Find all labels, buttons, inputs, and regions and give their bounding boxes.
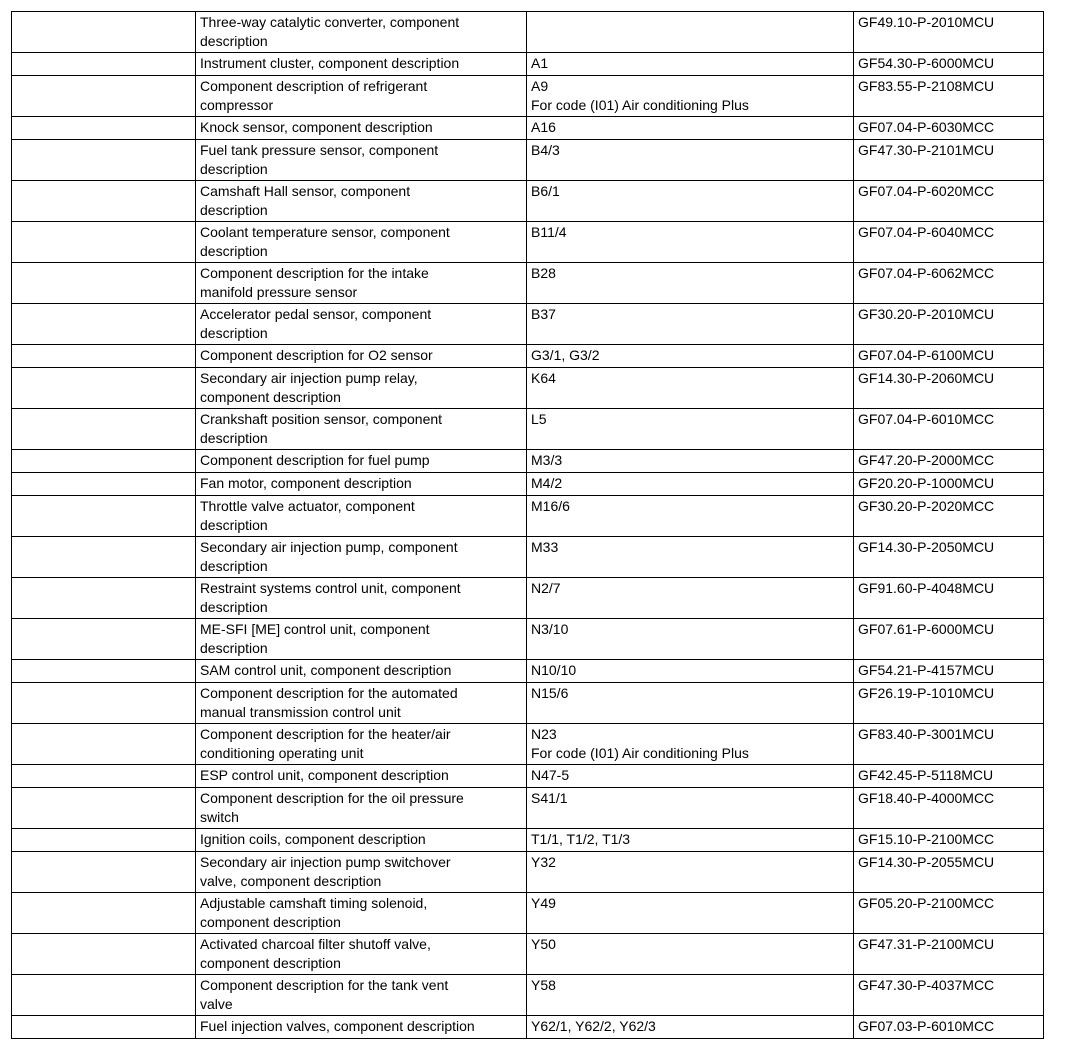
document-reference-link[interactable]: GF83.55-P-2108MCU xyxy=(858,78,995,94)
document-reference-cell xyxy=(854,578,1044,619)
component-code-cell xyxy=(527,473,854,496)
document-reference-link[interactable]: GF42.45-P-5118MCU xyxy=(858,767,994,783)
component-description-line: description xyxy=(200,324,268,341)
row-blank-cell xyxy=(12,473,196,496)
component-code-cell xyxy=(527,724,854,765)
component-code-cell xyxy=(527,222,854,263)
document-reference-link[interactable]: GF14.30-P-2055MCU xyxy=(858,854,995,870)
component-description-line: description xyxy=(200,201,268,218)
component-description-line: Knock sensor, component description xyxy=(200,119,433,135)
row-blank-cell xyxy=(12,409,196,450)
component-description-line: description xyxy=(200,429,268,446)
component-description-cell xyxy=(196,852,527,893)
row-blank-cell xyxy=(12,496,196,537)
component-description-cell xyxy=(196,181,527,222)
document-reference-link[interactable]: GF14.30-P-2050MCU xyxy=(858,539,995,555)
component-description-cell xyxy=(196,1016,527,1039)
row-blank-cell xyxy=(12,1016,196,1039)
row-blank-cell xyxy=(12,450,196,473)
component-code-line: Y58 xyxy=(531,977,556,993)
component-description-line: manual transmission control unit xyxy=(200,703,401,720)
row-blank-cell xyxy=(12,263,196,304)
document-reference-cell xyxy=(854,222,1044,263)
document-reference-link[interactable]: GF07.04-P-6100MCU xyxy=(858,347,995,363)
component-code-cell xyxy=(527,975,854,1016)
component-description-line: Restraint systems control unit, component xyxy=(200,580,461,596)
document-reference-cell xyxy=(854,409,1044,450)
component-code-line: N2/7 xyxy=(531,580,561,596)
document-reference-link[interactable]: GF20.20-P-1000MCU xyxy=(858,475,995,491)
component-code-cell xyxy=(527,263,854,304)
component-code-line: B28 xyxy=(531,265,556,281)
component-description-line: Accelerator pedal sensor, component xyxy=(200,306,432,322)
document-reference-cell xyxy=(854,140,1044,181)
document-reference-cell xyxy=(854,12,1044,53)
component-description-line: compressor xyxy=(200,96,274,113)
component-description-line: Ignition coils, component description xyxy=(200,831,426,847)
component-code-line: M4/2 xyxy=(531,475,563,491)
document-reference-cell xyxy=(854,304,1044,345)
document-reference-cell xyxy=(854,181,1044,222)
component-description-cell xyxy=(196,450,527,473)
document-reference-cell xyxy=(854,537,1044,578)
component-code-line: Y49 xyxy=(531,895,556,911)
component-description-cell xyxy=(196,12,527,53)
component-description-line: Adjustable camshaft timing solenoid, xyxy=(200,895,428,911)
component-code-cell xyxy=(527,368,854,409)
component-code-line: Y32 xyxy=(531,854,556,870)
component-description-cell xyxy=(196,934,527,975)
component-description-cell xyxy=(196,788,527,829)
component-description-cell xyxy=(196,53,527,76)
table-row xyxy=(12,181,1044,222)
row-blank-cell xyxy=(12,893,196,934)
component-description-line: valve, component description xyxy=(200,872,382,889)
component-code-cell xyxy=(527,181,854,222)
table-row xyxy=(12,1016,1044,1039)
component-code-line: A16 xyxy=(531,119,556,135)
row-blank-cell xyxy=(12,304,196,345)
component-description-line: ME-SFI [ME] control unit, component xyxy=(200,621,430,637)
table-row xyxy=(12,683,1044,724)
component-code-line: G3/1, G3/2 xyxy=(531,347,600,363)
table-row xyxy=(12,829,1044,852)
document-reference-cell xyxy=(854,829,1044,852)
component-description-line: ESP control unit, component description xyxy=(200,767,449,783)
component-code-cell xyxy=(527,537,854,578)
table-row xyxy=(12,409,1044,450)
document-reference-cell xyxy=(854,893,1044,934)
document-reference-link[interactable]: GF47.31-P-2100MCU xyxy=(858,936,995,952)
table-row xyxy=(12,450,1044,473)
component-description-cell xyxy=(196,578,527,619)
component-description-line: description xyxy=(200,557,268,574)
row-blank-cell xyxy=(12,683,196,724)
table-row xyxy=(12,140,1044,181)
component-description-line: Camshaft Hall sensor, component xyxy=(200,183,411,199)
document-reference-cell xyxy=(854,934,1044,975)
component-code-cell xyxy=(527,578,854,619)
document-reference-link[interactable]: GF54.30-P-6000MCU xyxy=(858,55,995,71)
row-blank-cell xyxy=(12,537,196,578)
document-reference-cell xyxy=(854,660,1044,683)
component-description-cell xyxy=(196,660,527,683)
table-row xyxy=(12,304,1044,345)
document-reference-cell xyxy=(854,117,1044,140)
component-description-line: Component description of refrigerant xyxy=(200,78,428,94)
component-description-cell xyxy=(196,117,527,140)
component-description-cell xyxy=(196,619,527,660)
component-code-cell xyxy=(527,765,854,788)
row-blank-cell xyxy=(12,619,196,660)
document-reference-cell xyxy=(854,975,1044,1016)
document-reference-cell xyxy=(854,263,1044,304)
component-description-cell xyxy=(196,537,527,578)
component-description-cell xyxy=(196,496,527,537)
row-blank-cell xyxy=(12,660,196,683)
table-row xyxy=(12,852,1044,893)
row-blank-cell xyxy=(12,852,196,893)
component-description-line: Component description for the heater/air xyxy=(200,726,451,742)
row-blank-cell xyxy=(12,222,196,263)
table-row xyxy=(12,263,1044,304)
component-code-line: N23 xyxy=(531,726,557,742)
document-reference-link[interactable]: GF47.30-P-2101MCU xyxy=(858,142,995,158)
row-blank-cell xyxy=(12,829,196,852)
table-row xyxy=(12,660,1044,683)
table-row xyxy=(12,893,1044,934)
document-reference-link[interactable]: GF83.40-P-3001MCU xyxy=(858,726,995,742)
document-reference-link[interactable]: GF05.20-P-2100MCC xyxy=(858,895,995,911)
row-blank-cell xyxy=(12,368,196,409)
component-description-cell xyxy=(196,368,527,409)
document-reference-link[interactable]: GF26.19-P-1010MCU xyxy=(858,685,995,701)
component-description-line: Coolant temperature sensor, component xyxy=(200,224,450,240)
row-blank-cell xyxy=(12,181,196,222)
component-code-line: L5 xyxy=(531,411,547,427)
component-description-cell xyxy=(196,345,527,368)
component-description-line: Throttle valve actuator, component xyxy=(200,498,415,514)
row-blank-cell xyxy=(12,12,196,53)
row-blank-cell xyxy=(12,345,196,368)
document-reference-cell xyxy=(854,619,1044,660)
component-description-line: Component description for O2 sensor xyxy=(200,347,433,363)
table-row xyxy=(12,934,1044,975)
document-reference-cell xyxy=(854,683,1044,724)
table-row xyxy=(12,76,1044,117)
component-description-line: conditioning operating unit xyxy=(200,744,364,761)
component-code-cell xyxy=(527,934,854,975)
component-code-cell xyxy=(527,12,854,53)
component-description-line: description xyxy=(200,160,268,177)
component-description-line: Instrument cluster, component description xyxy=(200,55,460,71)
component-code-cell xyxy=(527,140,854,181)
document-reference-cell xyxy=(854,724,1044,765)
component-description-line: Fuel injection valves, component description xyxy=(200,1018,475,1034)
document-reference-link[interactable]: GF14.30-P-2060MCU xyxy=(858,370,995,386)
component-description-cell xyxy=(196,222,527,263)
row-blank-cell xyxy=(12,140,196,181)
table-row xyxy=(12,117,1044,140)
table-row xyxy=(12,368,1044,409)
component-description-line: SAM control unit, component description xyxy=(200,662,452,678)
component-code-line: M16/6 xyxy=(531,498,570,514)
document-reference-cell xyxy=(854,496,1044,537)
component-description-line: Secondary air injection pump switchover xyxy=(200,854,451,870)
document-reference-cell xyxy=(854,76,1044,117)
component-description-line: Fuel tank pressure sensor, component xyxy=(200,142,439,158)
component-description-line: Crankshaft position sensor, component xyxy=(200,411,443,427)
document-reference-link[interactable]: GF30.20-P-2020MCC xyxy=(858,498,995,514)
document-reference-link[interactable]: GF07.04-P-6040MCC xyxy=(858,224,995,240)
document-reference-link[interactable]: GF47.20-P-2000MCC xyxy=(858,452,995,468)
component-code-cell xyxy=(527,788,854,829)
component-code-cell xyxy=(527,829,854,852)
component-description-line: Component description for fuel pump xyxy=(200,452,430,468)
component-description-line: Secondary air injection pump, component xyxy=(200,539,458,555)
component-description-line: Three-way catalytic converter, component xyxy=(200,14,460,30)
table-row xyxy=(12,788,1044,829)
component-code-cell xyxy=(527,496,854,537)
component-description-cell xyxy=(196,765,527,788)
component-description-line: manifold pressure sensor xyxy=(200,283,358,300)
document-reference-cell xyxy=(854,53,1044,76)
document-reference-link[interactable]: GF47.30-P-4037MCC xyxy=(858,977,995,993)
component-code-cell xyxy=(527,53,854,76)
component-description-line: component description xyxy=(200,388,341,405)
component-code-line: N47-5 xyxy=(531,767,570,783)
component-description-line: Secondary air injection pump relay, xyxy=(200,370,418,386)
table-row xyxy=(12,53,1044,76)
table-row xyxy=(12,537,1044,578)
document-reference-link[interactable]: GF91.60-P-4048MCU xyxy=(858,580,995,596)
document-reference-cell xyxy=(854,473,1044,496)
component-code-cell xyxy=(527,893,854,934)
component-code-cell xyxy=(527,619,854,660)
component-code-line: B4/3 xyxy=(531,142,560,158)
document-reference-link[interactable]: GF15.10-P-2100MCC xyxy=(858,831,995,847)
document-reference-link[interactable]: GF07.04-P-6062MCC xyxy=(858,265,995,281)
table-row xyxy=(12,975,1044,1016)
document-reference-cell xyxy=(854,788,1044,829)
component-code-cell xyxy=(527,304,854,345)
component-description-line: Component description for the automated xyxy=(200,685,458,701)
component-code-line: N3/10 xyxy=(531,621,569,637)
component-description-cell xyxy=(196,140,527,181)
component-description-line: Component description for the oil pressure xyxy=(200,790,464,806)
component-code-line: M33 xyxy=(531,539,559,555)
component-description-line: description xyxy=(200,598,268,615)
component-code-line: For code (I01) Air conditioning Plus xyxy=(531,744,749,761)
row-blank-cell xyxy=(12,975,196,1016)
component-code-line: S41/1 xyxy=(531,790,568,806)
component-code-line: A1 xyxy=(531,55,549,71)
table-row xyxy=(12,222,1044,263)
component-table-body xyxy=(12,12,1044,1039)
component-description-line: description xyxy=(200,516,268,533)
row-blank-cell xyxy=(12,76,196,117)
table-row xyxy=(12,473,1044,496)
component-description-line: Fan motor, component description xyxy=(200,475,412,491)
document-reference-link[interactable]: GF54.21-P-4157MCU xyxy=(858,662,995,678)
document-reference-link[interactable]: GF07.61-P-6000MCU xyxy=(858,621,995,637)
component-code-line: B6/1 xyxy=(531,183,560,199)
table-row xyxy=(12,496,1044,537)
row-blank-cell xyxy=(12,724,196,765)
component-code-line: Y50 xyxy=(531,936,556,952)
component-code-cell xyxy=(527,117,854,140)
component-code-line: N10/10 xyxy=(531,662,577,678)
table-row xyxy=(12,578,1044,619)
document-reference-link[interactable]: GF07.04-P-6020MCC xyxy=(858,183,995,199)
component-description-cell xyxy=(196,263,527,304)
component-description-cell xyxy=(196,304,527,345)
table-row xyxy=(12,619,1044,660)
component-code-line: M3/3 xyxy=(531,452,563,468)
row-blank-cell xyxy=(12,788,196,829)
component-description-line: component description xyxy=(200,913,341,930)
component-description-line: Component description for the intake xyxy=(200,265,429,281)
component-code-line: B37 xyxy=(531,306,556,322)
component-code-line: Y62/1, Y62/2, Y62/3 xyxy=(531,1018,656,1034)
component-code-line: N15/6 xyxy=(531,685,569,701)
document-reference-link[interactable]: GF07.04-P-6030MCC xyxy=(858,119,995,135)
component-description-cell xyxy=(196,829,527,852)
component-description-line: Component description for the tank vent xyxy=(200,977,449,993)
row-blank-cell xyxy=(12,53,196,76)
document-reference-cell xyxy=(854,852,1044,893)
component-table xyxy=(11,11,1044,1039)
table-row xyxy=(12,765,1044,788)
row-blank-cell xyxy=(12,765,196,788)
component-code-cell xyxy=(527,660,854,683)
component-description-cell xyxy=(196,409,527,450)
component-description-line: switch xyxy=(200,808,239,825)
component-code-cell xyxy=(527,345,854,368)
document-reference-cell xyxy=(854,368,1044,409)
component-description-line: description xyxy=(200,32,268,49)
component-description-cell xyxy=(196,724,527,765)
table-row xyxy=(12,724,1044,765)
document-reference-link[interactable]: GF49.10-P-2010MCU xyxy=(858,14,995,30)
component-code-cell xyxy=(527,1016,854,1039)
component-description-cell xyxy=(196,975,527,1016)
document-reference-link[interactable]: GF07.04-P-6010MCC xyxy=(858,411,995,427)
document-reference-cell xyxy=(854,1016,1044,1039)
component-code-cell xyxy=(527,409,854,450)
document-reference-cell xyxy=(854,450,1044,473)
component-description-line: description xyxy=(200,639,268,656)
component-code-line: For code (I01) Air conditioning Plus xyxy=(531,96,749,113)
document-reference-link[interactable]: GF07.03-P-6010MCC xyxy=(858,1018,995,1034)
component-code-line: K64 xyxy=(531,370,556,386)
row-blank-cell xyxy=(12,934,196,975)
document-reference-link[interactable]: GF30.20-P-2010MCU xyxy=(858,306,995,322)
component-description-line: description xyxy=(200,242,268,259)
document-reference-link[interactable]: GF18.40-P-4000MCC xyxy=(858,790,995,806)
component-description-cell xyxy=(196,683,527,724)
table-row xyxy=(12,345,1044,368)
row-blank-cell xyxy=(12,117,196,140)
document-reference-cell xyxy=(854,765,1044,788)
component-description-line: Activated charcoal filter shutoff valve, xyxy=(200,936,431,952)
component-code-line: B11/4 xyxy=(531,224,567,240)
component-code-cell xyxy=(527,683,854,724)
component-code-cell xyxy=(527,76,854,117)
component-code-cell xyxy=(527,450,854,473)
component-code-cell xyxy=(527,852,854,893)
component-code-line: T1/1, T1/2, T1/3 xyxy=(531,831,631,847)
component-description-line: valve xyxy=(200,995,233,1012)
table-row xyxy=(12,12,1044,53)
component-description-cell xyxy=(196,473,527,496)
document-reference-cell xyxy=(854,345,1044,368)
row-blank-cell xyxy=(12,578,196,619)
component-description-cell xyxy=(196,893,527,934)
component-code-line: A9 xyxy=(531,78,549,94)
component-description-cell xyxy=(196,76,527,117)
component-description-line: component description xyxy=(200,954,341,971)
